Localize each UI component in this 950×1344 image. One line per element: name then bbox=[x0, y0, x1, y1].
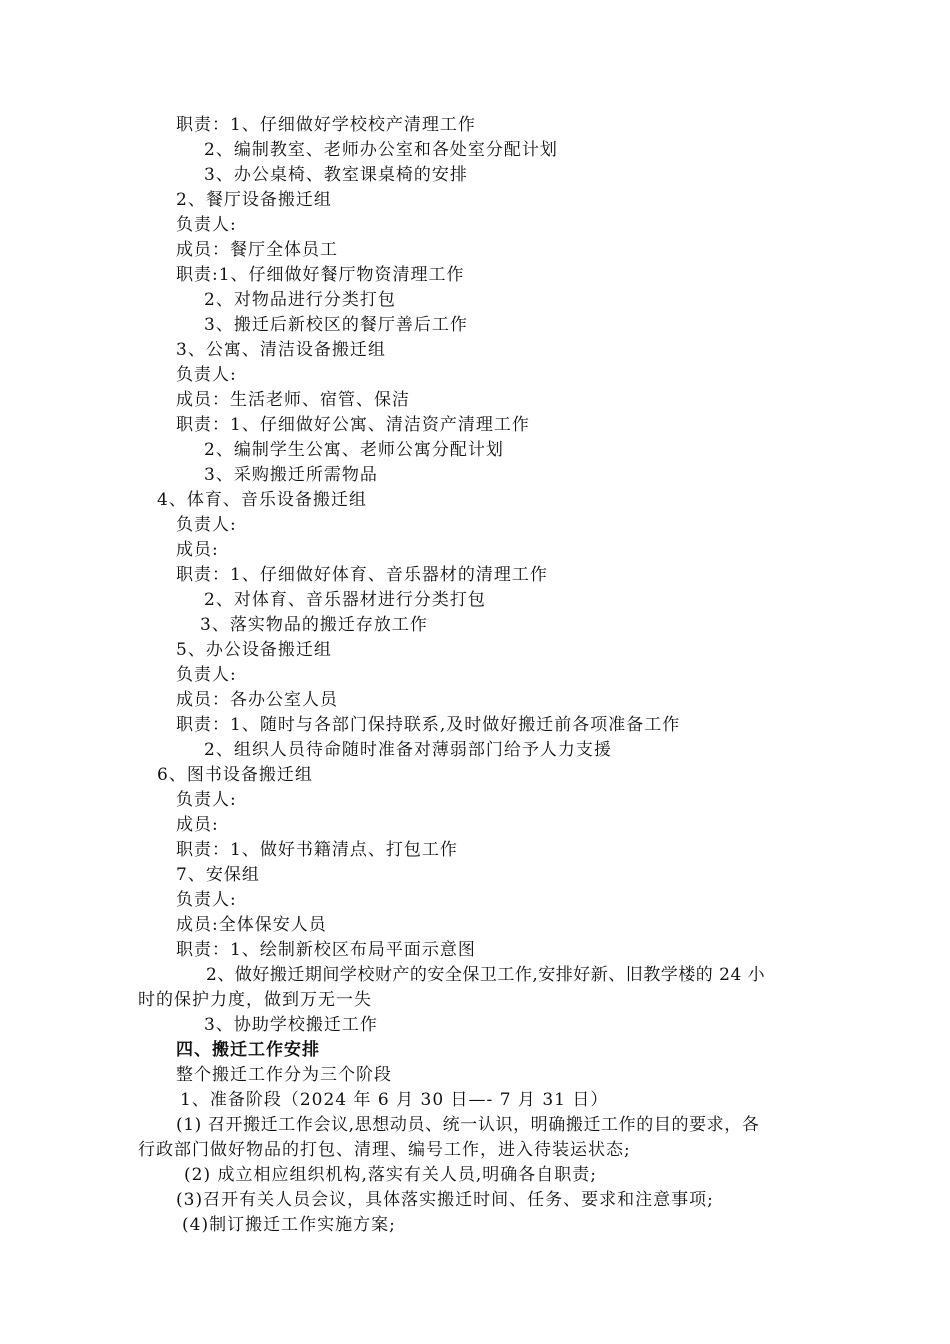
text-line: (3)召开有关人员会议，具体落实搬迁时间、任务、要求和注意事项; bbox=[176, 1190, 714, 1210]
text-line: 成员:全体保安人员 bbox=[176, 915, 327, 935]
text-line: 成员: bbox=[176, 815, 219, 835]
text-line: 职责：1、做好书籍清点、打包工作 bbox=[176, 840, 458, 860]
text-line: (1) 召开搬迁工作会议,思想动员、统一认识，明确搬迁工作的目的要求，各 bbox=[176, 1115, 760, 1135]
text-line: 职责：1、仔细做好公寓、清洁资产清理工作 bbox=[176, 415, 530, 435]
text-line: 成员：餐厅全体员工 bbox=[176, 240, 338, 260]
text-line: 3、采购搬迁所需物品 bbox=[204, 465, 378, 485]
text-line: 负责人: bbox=[176, 790, 237, 810]
text-line: 成员: bbox=[176, 540, 219, 560]
section-heading: 7、安保组 bbox=[176, 865, 260, 885]
section-heading: 6、图书设备搬迁组 bbox=[157, 765, 313, 785]
text-line: 行政部门做好物品的打包、清理、编号工作，进入待装运状态; bbox=[138, 1140, 631, 1160]
text-line: 3、落实物品的搬迁存放工作 bbox=[200, 615, 428, 635]
section-heading: 3、公寓、清洁设备搬迁组 bbox=[176, 340, 386, 360]
text-line: 2、做好搬迁期间学校财产的安全保卫工作,安排好新、旧教学楼的 24 小 bbox=[206, 965, 766, 985]
text-line: 职责：1、绘制新校区布局平面示意图 bbox=[176, 940, 476, 960]
text-line: 负责人: bbox=[176, 215, 237, 235]
phase-heading: 1、准备阶段（2024 年 6 月 30 日—- 7 月 31 日） bbox=[180, 1090, 609, 1110]
text-line: 3、办公桌椅、教室课桌椅的安排 bbox=[204, 165, 468, 185]
text-line: 负责人: bbox=[176, 665, 237, 685]
text-line: 职责：1、随时与各部门保持联系,及时做好搬迁前各项准备工作 bbox=[176, 715, 681, 735]
text-line: 3、搬迁后新校区的餐厅善后工作 bbox=[204, 315, 468, 335]
chapter-heading: 四、搬迁工作安排 bbox=[176, 1040, 320, 1060]
text-line: 2、对物品进行分类打包 bbox=[204, 290, 396, 310]
text-line: 负责人: bbox=[176, 365, 237, 385]
text-line: 负责人: bbox=[176, 890, 237, 910]
text-line: 职责：1、仔细做好学校校产清理工作 bbox=[176, 115, 476, 135]
section-heading: 5、办公设备搬迁组 bbox=[176, 640, 332, 660]
section-heading: 4、体育、音乐设备搬迁组 bbox=[157, 490, 367, 510]
text-line: (2) 成立相应组织机构,落实有关人员,明确各自职责; bbox=[184, 1165, 598, 1185]
text-line: 负责人: bbox=[176, 515, 237, 535]
text-line: 时的保护力度，做到万无一失 bbox=[138, 990, 372, 1010]
text-line: 职责：1、仔细做好体育、音乐器材的清理工作 bbox=[176, 565, 548, 585]
text-line: 2、对体育、音乐器材进行分类打包 bbox=[204, 590, 486, 610]
text-line: 职责:1、仔细做好餐厅物资清理工作 bbox=[176, 265, 465, 285]
text-line: 2、编制教室、老师办公室和各处室分配计划 bbox=[204, 140, 558, 160]
section-heading: 2、餐厅设备搬迁组 bbox=[176, 190, 332, 210]
text-line: 2、编制学生公寓、老师公寓分配计划 bbox=[204, 440, 504, 460]
text-line: 成员：生活老师、宿管、保洁 bbox=[176, 390, 410, 410]
text-line: 2、组织人员待命随时准备对薄弱部门给予人力支援 bbox=[204, 740, 612, 760]
text-line: (4)制订搬迁工作实施方案; bbox=[182, 1215, 396, 1235]
text-line: 3、协助学校搬迁工作 bbox=[204, 1015, 378, 1035]
text-line: 整个搬迁工作分为三个阶段 bbox=[176, 1065, 392, 1085]
text-line: 成员：各办公室人员 bbox=[176, 690, 338, 710]
